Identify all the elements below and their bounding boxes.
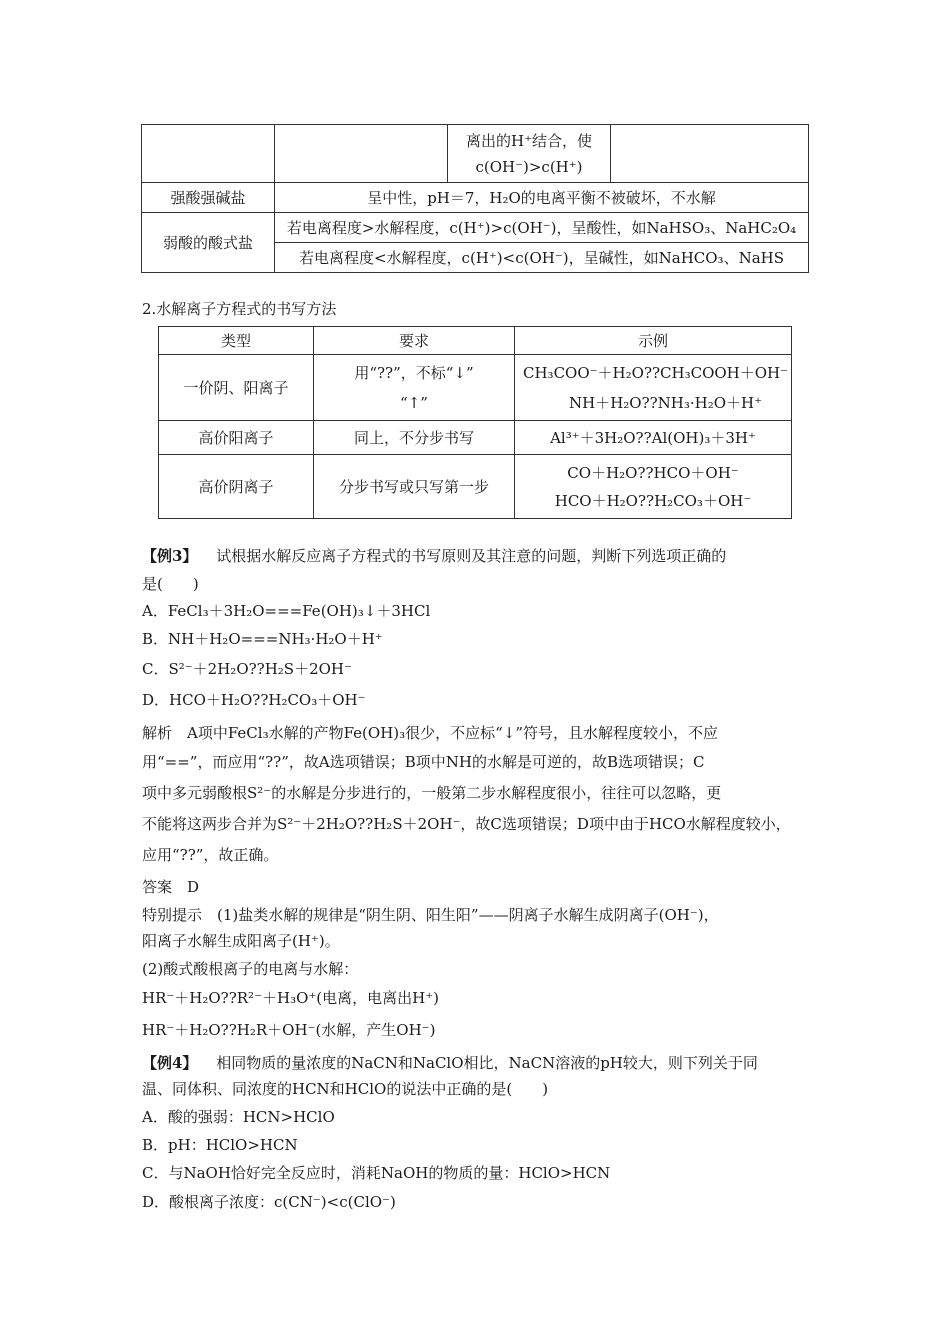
type-cell: 一价阴、阳离子	[159, 355, 314, 421]
example3-question	[142, 546, 726, 566]
table-row	[159, 355, 792, 421]
analysis-line: 应用“??”，故正确。	[142, 846, 279, 864]
cell-text: 离出的H⁺结合，使	[466, 131, 592, 150]
example4-question	[142, 1053, 758, 1073]
table-header-row	[159, 327, 792, 355]
tip-line: 阳离子水解生成阳离子(H⁺)。	[142, 932, 340, 950]
answer: 答案 D	[142, 878, 200, 896]
example-cell	[515, 455, 792, 519]
row-text: 呈中性，pH＝7，H₂O的电离平衡不被破坏，不水解	[275, 183, 809, 213]
question-text: 试根据水解反应离子方程式的书写原则及其注意的问题，判断下列选项正确的	[216, 547, 727, 565]
analysis-line: 用“==”，而应用“??”，故A选项错误；B项中NH的水解是可逆的，故B选项错误；C	[142, 753, 705, 771]
salt-hydrolysis-table	[141, 124, 809, 273]
example-cell	[515, 355, 792, 421]
row-label: 弱酸的酸式盐	[142, 213, 275, 273]
example-text: NH＋H₂O??NH₃·H₂O＋H⁺	[569, 393, 763, 412]
example-tag: 【例4】	[142, 1054, 198, 1072]
table-row	[159, 421, 792, 455]
question-text: 相同物质的量浓度的NaCN和NaClO相比，NaCN溶液的pH较大，则下列关于同	[216, 1054, 758, 1072]
column-header: 要求	[314, 327, 515, 355]
hydrolysis-equation-table	[158, 326, 792, 519]
table-row	[159, 455, 792, 519]
example-tag: 【例3】	[142, 547, 198, 565]
option-b: B．NH＋H₂O===NH₃·H₂O＋H⁺	[142, 630, 383, 648]
tip-line: (2)酸式酸根离子的电离与水解：	[142, 960, 359, 978]
req-text: 用“??”，不标“↓”	[354, 363, 474, 382]
table-row	[142, 213, 809, 243]
row-text: 若电离程度>水解程度，c(H⁺)>c(OH⁻)，呈酸性，如NaHSO₃、NaHC₂O₄	[275, 213, 809, 243]
tip-equation: HR⁻＋H₂O??H₂R＋OH⁻(水解，产生OH⁻)	[142, 1021, 436, 1039]
example-text: HCO＋H₂O??H₂CO₃＋OH⁻	[554, 491, 752, 510]
example-text: CO＋H₂O??HCO＋OH⁻	[567, 463, 739, 482]
req-cell: 同上，不分步书写	[314, 421, 515, 455]
table-cell	[611, 125, 809, 183]
example-text: CH₃COO⁻＋H₂O??CH₃COOH＋OH⁻	[523, 363, 789, 382]
cell-text: c(OH⁻)>c(H⁺)	[475, 157, 583, 176]
req-cell: 分步书写或只写第一步	[314, 455, 515, 519]
column-header: 示例	[515, 327, 792, 355]
question-text: 温、同体积、同浓度的HCN和HClO的说法中正确的是( )	[142, 1080, 549, 1098]
option-c: C．S²⁻＋2H₂O??H₂S＋2OH⁻	[142, 660, 352, 678]
table-row	[142, 125, 809, 183]
table-row	[142, 183, 809, 213]
analysis-line: 解析 A项中FeCl₃水解的产物Fe(OH)₃很少，不应标“↓”符号，且水解程度较小，不应	[142, 724, 719, 742]
analysis-line: 不能将这两步合并为S²⁻＋2H₂O??H₂S＋2OH⁻，故C选项错误；D项中由于HCO水解程度较小，	[142, 815, 791, 833]
option-a: A．FeCl₃＋3H₂O===Fe(OH)₃↓＋3HCl	[142, 602, 431, 620]
tip-equation: HR⁻＋H₂O??R²⁻＋H₃O⁺(电离，电离出H⁺)	[142, 989, 440, 1007]
option-d: D．酸根离子浓度：c(CN⁻)<c(ClO⁻)	[142, 1193, 396, 1211]
option-a: A．酸的强弱：HCN>HClO	[142, 1108, 335, 1126]
table-cell	[275, 125, 448, 183]
question-text: 是( )	[142, 575, 199, 593]
table-cell	[142, 125, 275, 183]
tip-line: 特别提示 (1)盐类水解的规律是“阴生阴、阳生阳”——阴离子水解生成阴离子(OH⁻)，	[142, 906, 719, 924]
section-title: 2.水解离子方程式的书写方法	[142, 300, 337, 318]
row-text: 若电离程度<水解程度，c(H⁺)<c(OH⁻)，呈碱性，如NaHCO₃、NaHS	[275, 243, 809, 273]
option-c: C．与NaOH恰好完全反应时，消耗NaOH的物质的量：HClO>HCN	[142, 1164, 611, 1182]
row-label: 强酸强碱盐	[142, 183, 275, 213]
type-cell: 高价阳离子	[159, 421, 314, 455]
option-b: B．pH：HClO>HCN	[142, 1136, 298, 1154]
req-cell	[314, 355, 515, 421]
column-header: 类型	[159, 327, 314, 355]
analysis-line: 项中多元弱酸根S²⁻的水解是分步进行的，一般第二步水解程度很小，往往可以忽略，更	[142, 784, 722, 802]
req-text: “↑”	[400, 393, 428, 412]
option-d: D．HCO＋H₂O??H₂CO₃＋OH⁻	[142, 691, 366, 709]
example-cell: Al³⁺＋3H₂O??Al(OH)₃＋3H⁺	[515, 421, 792, 455]
table-cell	[448, 125, 611, 183]
type-cell: 高价阴离子	[159, 455, 314, 519]
